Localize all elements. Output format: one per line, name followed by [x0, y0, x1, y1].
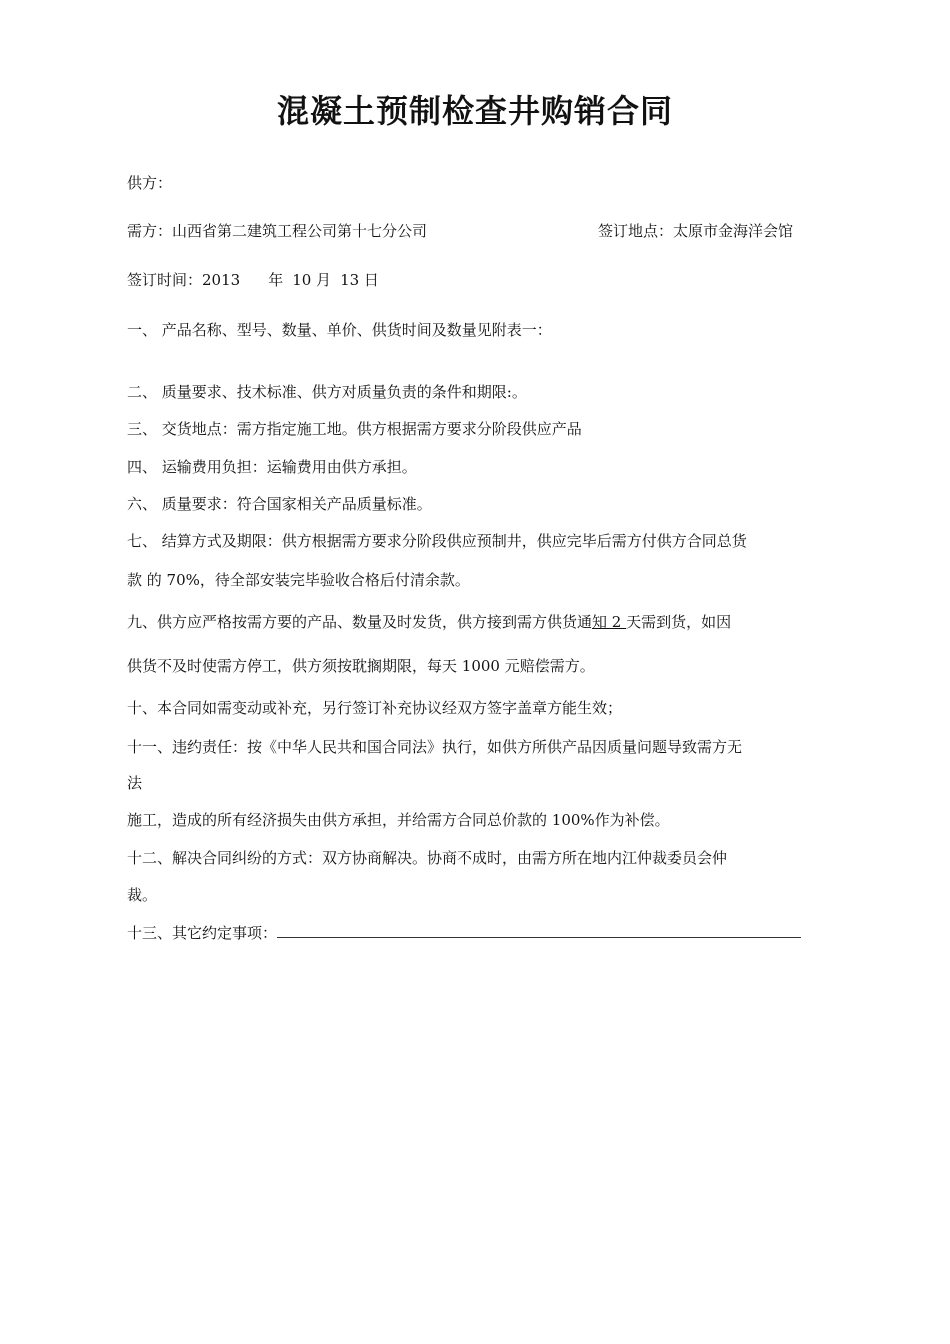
clause-1: 一、 产品名称、型号、数量、单价、供货时间及数量见附表一： [127, 321, 552, 339]
sign-time-line [127, 269, 379, 290]
sign-time-year: 年 [268, 271, 284, 289]
clause-11-line-2: 法 [127, 774, 143, 792]
clause-6: 六、 质量要求：符合国家相关产品质量标准。 [127, 495, 432, 513]
clause-11-line-3: 施工，造成的所有经济损失由供方承担，并给需方合同总价款的 100%作为补偿。 [127, 811, 670, 829]
sign-time-day: 13 日 [340, 271, 379, 289]
clause-3: 三、 交货地点：需方指定施工地。供方根据需方要求分阶段供应产品 [127, 420, 582, 438]
clause-12-line-1: 十二、解决合同纠纷的方式：双方协商解决。协商不成时，由需方所在地内江仲裁委员会仲 [127, 849, 728, 867]
clause-11-line-1: 十一、违约责任：按《中华人民共和国合同法》执行，如供方所供产品因质量问题导致需方无 [127, 738, 743, 756]
clause-13-line [127, 922, 801, 943]
clause-7-line-1: 七、 结算方式及期限：供方根据需方要求分阶段供应预制井，供应完毕后需方付供方合同总货 [127, 532, 747, 550]
clause-12-line-2: 裁。 [127, 886, 158, 904]
clause-13-label: 十三、其它约定事项： [127, 924, 278, 942]
document-title: 混凝土预制检查井购销合同 [276, 92, 673, 130]
clause-9-pre: 九、供方应严格按需方要的产品、数量及时发货，供方接到需方供货通 [127, 613, 593, 631]
clause-4: 四、 运输费用负担：运输费用由供方承担。 [127, 458, 417, 476]
sign-place: 签订地点：太原市金海洋会馆 [598, 222, 794, 240]
clause-13-blank-underline [277, 923, 801, 938]
sign-time-prefix: 签订时间：2013 [127, 271, 241, 289]
clause-9-line-1 [127, 611, 731, 632]
clause-9-days-underlined: 知 2 [592, 613, 627, 631]
buyer-line: 需方：山西省第二建筑工程公司第十七分公司 [127, 222, 428, 240]
clause-2: 二、 质量要求、技术标准、供方对质量负责的条件和期限:。 [127, 383, 527, 401]
clause-10: 十、本合同如需变动或补充，另行签订补充协议经双方签字盖章方能生效； [127, 699, 623, 717]
clause-9-post: 天需到货，如因 [626, 613, 732, 631]
sign-time-month: 10 月 [292, 271, 332, 289]
supplier-line: 供方： [127, 174, 173, 192]
clause-9-line-2: 供货不及时使需方停工，供方须按耽搁期限，每天 1000 元赔偿需方。 [127, 657, 595, 675]
clause-7-line-2: 款 的 70%，待全部安装完毕验收合格后付清余款。 [127, 571, 470, 589]
